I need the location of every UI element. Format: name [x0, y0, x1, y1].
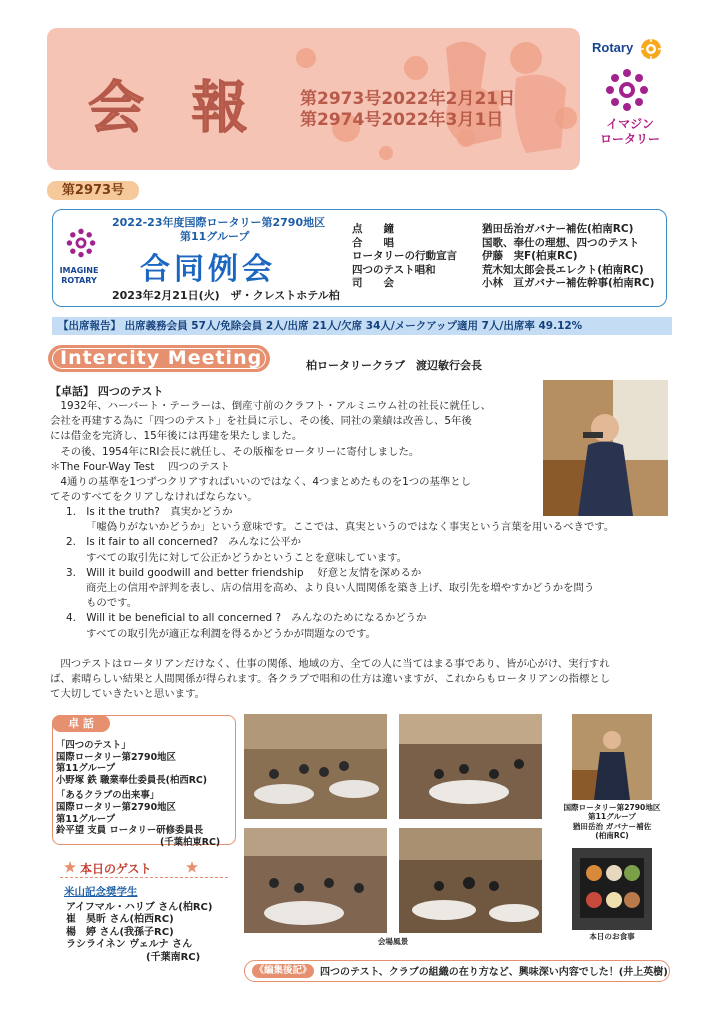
star-icon [186, 861, 198, 873]
test-item: 1. Is it the truth? 真実かどうか [66, 506, 233, 518]
venue-photo-4 [399, 828, 542, 933]
talk-line: (千葉柏東RC) [160, 836, 221, 848]
venue-caption: 会場風景 [377, 937, 409, 946]
meeting-program [352, 223, 664, 291]
test-explanation: すべての取引先が適正な利潤を得るかどうかが問題なのです。 [86, 627, 376, 640]
guests-subtitle: 米山記念奨学生 [64, 886, 138, 898]
program-key: 四つのテスト唱和 [352, 263, 436, 276]
speech-paragraph: 会社を再建する為に「四つのテスト」を社員に示し、その後、同社の業績は改善し、5年後 [50, 415, 472, 428]
test-item: 4. Will it be beneficial to all concerned ? みんなのためになるかどうか [66, 612, 427, 625]
program-key: 点 鐘 [352, 223, 394, 235]
intercity-meeting-label: Intercity Meeting [48, 345, 270, 372]
governor-caption [556, 803, 668, 841]
venue-photo-1 [244, 714, 387, 819]
governor-photo [572, 714, 652, 800]
speech-closing [50, 657, 610, 703]
test-explanation: ものです。 [86, 597, 138, 610]
program-value: 猶田岳治ガバナー補佐(柏南RC) [482, 223, 634, 235]
program-row [352, 237, 664, 251]
imagine-small-line-2: ROTARY [61, 276, 97, 285]
program-key: ロータリーの行動宣言 [352, 250, 457, 262]
speech-paragraph: その後、1954年にRI会長に就任し、その版権をロータリーに寄付しました。 [50, 445, 420, 458]
talk-line: 国際ロータリー第2790地区 [56, 751, 176, 763]
guest-list [66, 902, 212, 964]
meeting-date-venue: 2023年2月21日(火) ザ・クレストホテル柏 [112, 289, 340, 302]
meeting-district: 2022-23年度国際ロータリー第2790地区 [112, 216, 326, 229]
rotary-wordmark: Rotary [592, 40, 634, 55]
program-value: 荒木知太郎会長エレクト(柏南RC) [482, 263, 644, 276]
talk-line: 国際ロータリー第2790地区 [56, 801, 176, 813]
program-row [352, 250, 664, 264]
governor-caption-line: (柏南RC) [595, 831, 629, 841]
star-icon [64, 861, 76, 873]
talk-line: 第11グループ [56, 763, 116, 775]
venue-photo-2 [399, 714, 542, 819]
guest-name: 崔 昊昕 さん(柏西RC) [66, 914, 174, 926]
meeting-title: 合同例会 [140, 252, 276, 287]
closing-line: ば、素晴らしい結果と人間関係が得られます。各クラブで唱和の仕方は違いますが、これからもロータリアンの指標とし [50, 673, 611, 686]
guest-divider [60, 877, 228, 878]
venue-photo-3 [244, 828, 387, 933]
speech-paragraph: 4通りの基準を1つずつクリアすればいいのではなく、4つまとめたものを1つの基準とし [50, 476, 472, 489]
governor-caption-line: 猶田岳治 ガバナー補佐 [572, 821, 652, 831]
speech-paragraph: てそのすべてをクリアしなければならない。 [50, 491, 258, 504]
talk-title: 「四つのテスト」 [56, 740, 131, 751]
closing-line: 四つテストはロータリアンだけなく、仕事の関係、地域の方、全ての人に当てはまる事であり、皆が心がけ、実行すれ [50, 658, 610, 670]
test-item: 2. Is it fair to all concerned? みんなに公平か [66, 536, 302, 549]
imagine-rotary-small-label [56, 266, 102, 286]
meal-photo [572, 848, 652, 930]
editor-note-tag: 《編集後記》 [252, 964, 314, 978]
intercity-speaker: 柏ロータリークラブ 渡辺敏行会長 [306, 359, 482, 372]
imagine-small-flower-icon [66, 228, 96, 258]
governor-caption-line: 第11グループ [588, 812, 636, 822]
program-row [352, 223, 664, 237]
four-way-test-list [66, 505, 614, 642]
imagine-rotary-label [598, 117, 662, 147]
intercity-pill-border [52, 348, 266, 369]
meeting-group: 第11グループ [180, 230, 250, 243]
program-value: 小林 亘ガバナー補佐幹事(柏南RC) [482, 277, 655, 289]
meal-caption: 本日のお食事 [589, 932, 635, 941]
closing-line: て大切していきたいと思います。 [50, 688, 206, 701]
talk-line: 鈴平望 支員 ロータリー研修委員長 [56, 825, 204, 837]
attendance-report: 【出席報告】 出席義務会員 57人/免除会員 2人/出席 21人/欠席 34人/メークアップ適用 7人/出席率 49.12% [52, 317, 672, 335]
guests-title: 本日のゲスト [80, 862, 152, 876]
talk-line: 小野塚 鉄 職業奉仕委員長(柏西RC) [56, 774, 208, 786]
talks-label: 卓 話 [52, 715, 110, 732]
guest-name: アイフマル・ハリブ さん(柏RC) [66, 902, 213, 913]
speech-paragraph: には借金を完済し、15年後には再建を果たしました。 [50, 430, 303, 443]
test-explanation: 商売上の信用や評判を表し、店の信用を高め、より良い人間関係を築き上げ、取引先を増やすかどうかを問う [86, 582, 595, 595]
speech-intro [50, 399, 491, 505]
governor-caption-line: 国際ロータリー第2790地区 [563, 803, 661, 812]
newsletter-title: 会 報 [88, 76, 262, 141]
issue-date-1: 第2973号2022年2月21日 [300, 89, 516, 109]
issue-number-tag: 第2973号 [47, 181, 139, 200]
imagine-label-line-1: イマジン [606, 117, 654, 131]
speech-paragraph: 1932年、ハーバート・テーラーは、倒産寸前のクラフト・アルミニウム社の社長に就任し、 [50, 400, 492, 412]
test-explanation: 「嘘偽りがないかどうか」という意味です。ここでは、真実というのではなく事実という言葉を用いるべきです。 [86, 521, 615, 534]
speaker-photo [543, 380, 668, 516]
program-value: 国歌、奉仕の理想、四つのテスト [482, 236, 640, 249]
test-item: 3. Will it build goodwill and better friendship 好意と友情を深めるか [66, 566, 422, 579]
talk-line: 第11グループ [56, 813, 116, 825]
guest-name: 楊 婷 さん(我孫子RC) [66, 926, 174, 938]
program-value: 伊藤 実F(柏東RC) [482, 250, 578, 262]
issue-date-2: 第2974号2022年3月1日 [300, 110, 504, 130]
imagine-label-line-2: ロータリー [599, 132, 660, 146]
editor-note-text: 四つのテスト、クラブの組織の在り方など、興味深い内容でした！(井上英樹) [320, 967, 668, 978]
test-explanation: すべての取引先に対して公正かどうかということを意味しています。 [86, 551, 408, 564]
talk-title: 「あるクラブの出来事」 [56, 790, 160, 802]
speech-title: 【卓話】 四つのテスト [50, 385, 164, 398]
imagine-small-line-1: IMAGINE [59, 266, 99, 275]
guest-name: ラシライネン ヴェルナ さん [66, 939, 193, 951]
guest-name: (千葉南RC) [66, 951, 201, 963]
program-key: 司 会 [352, 277, 394, 289]
talks-list [56, 740, 220, 848]
rotary-wheel-icon [640, 38, 662, 60]
program-row [352, 264, 664, 278]
speech-paragraph: ＊The Four-Way Test 四つのテスト [50, 460, 231, 473]
program-row [352, 277, 664, 291]
program-key: 合 唱 [352, 236, 394, 249]
imagine-flower-icon [605, 68, 649, 112]
